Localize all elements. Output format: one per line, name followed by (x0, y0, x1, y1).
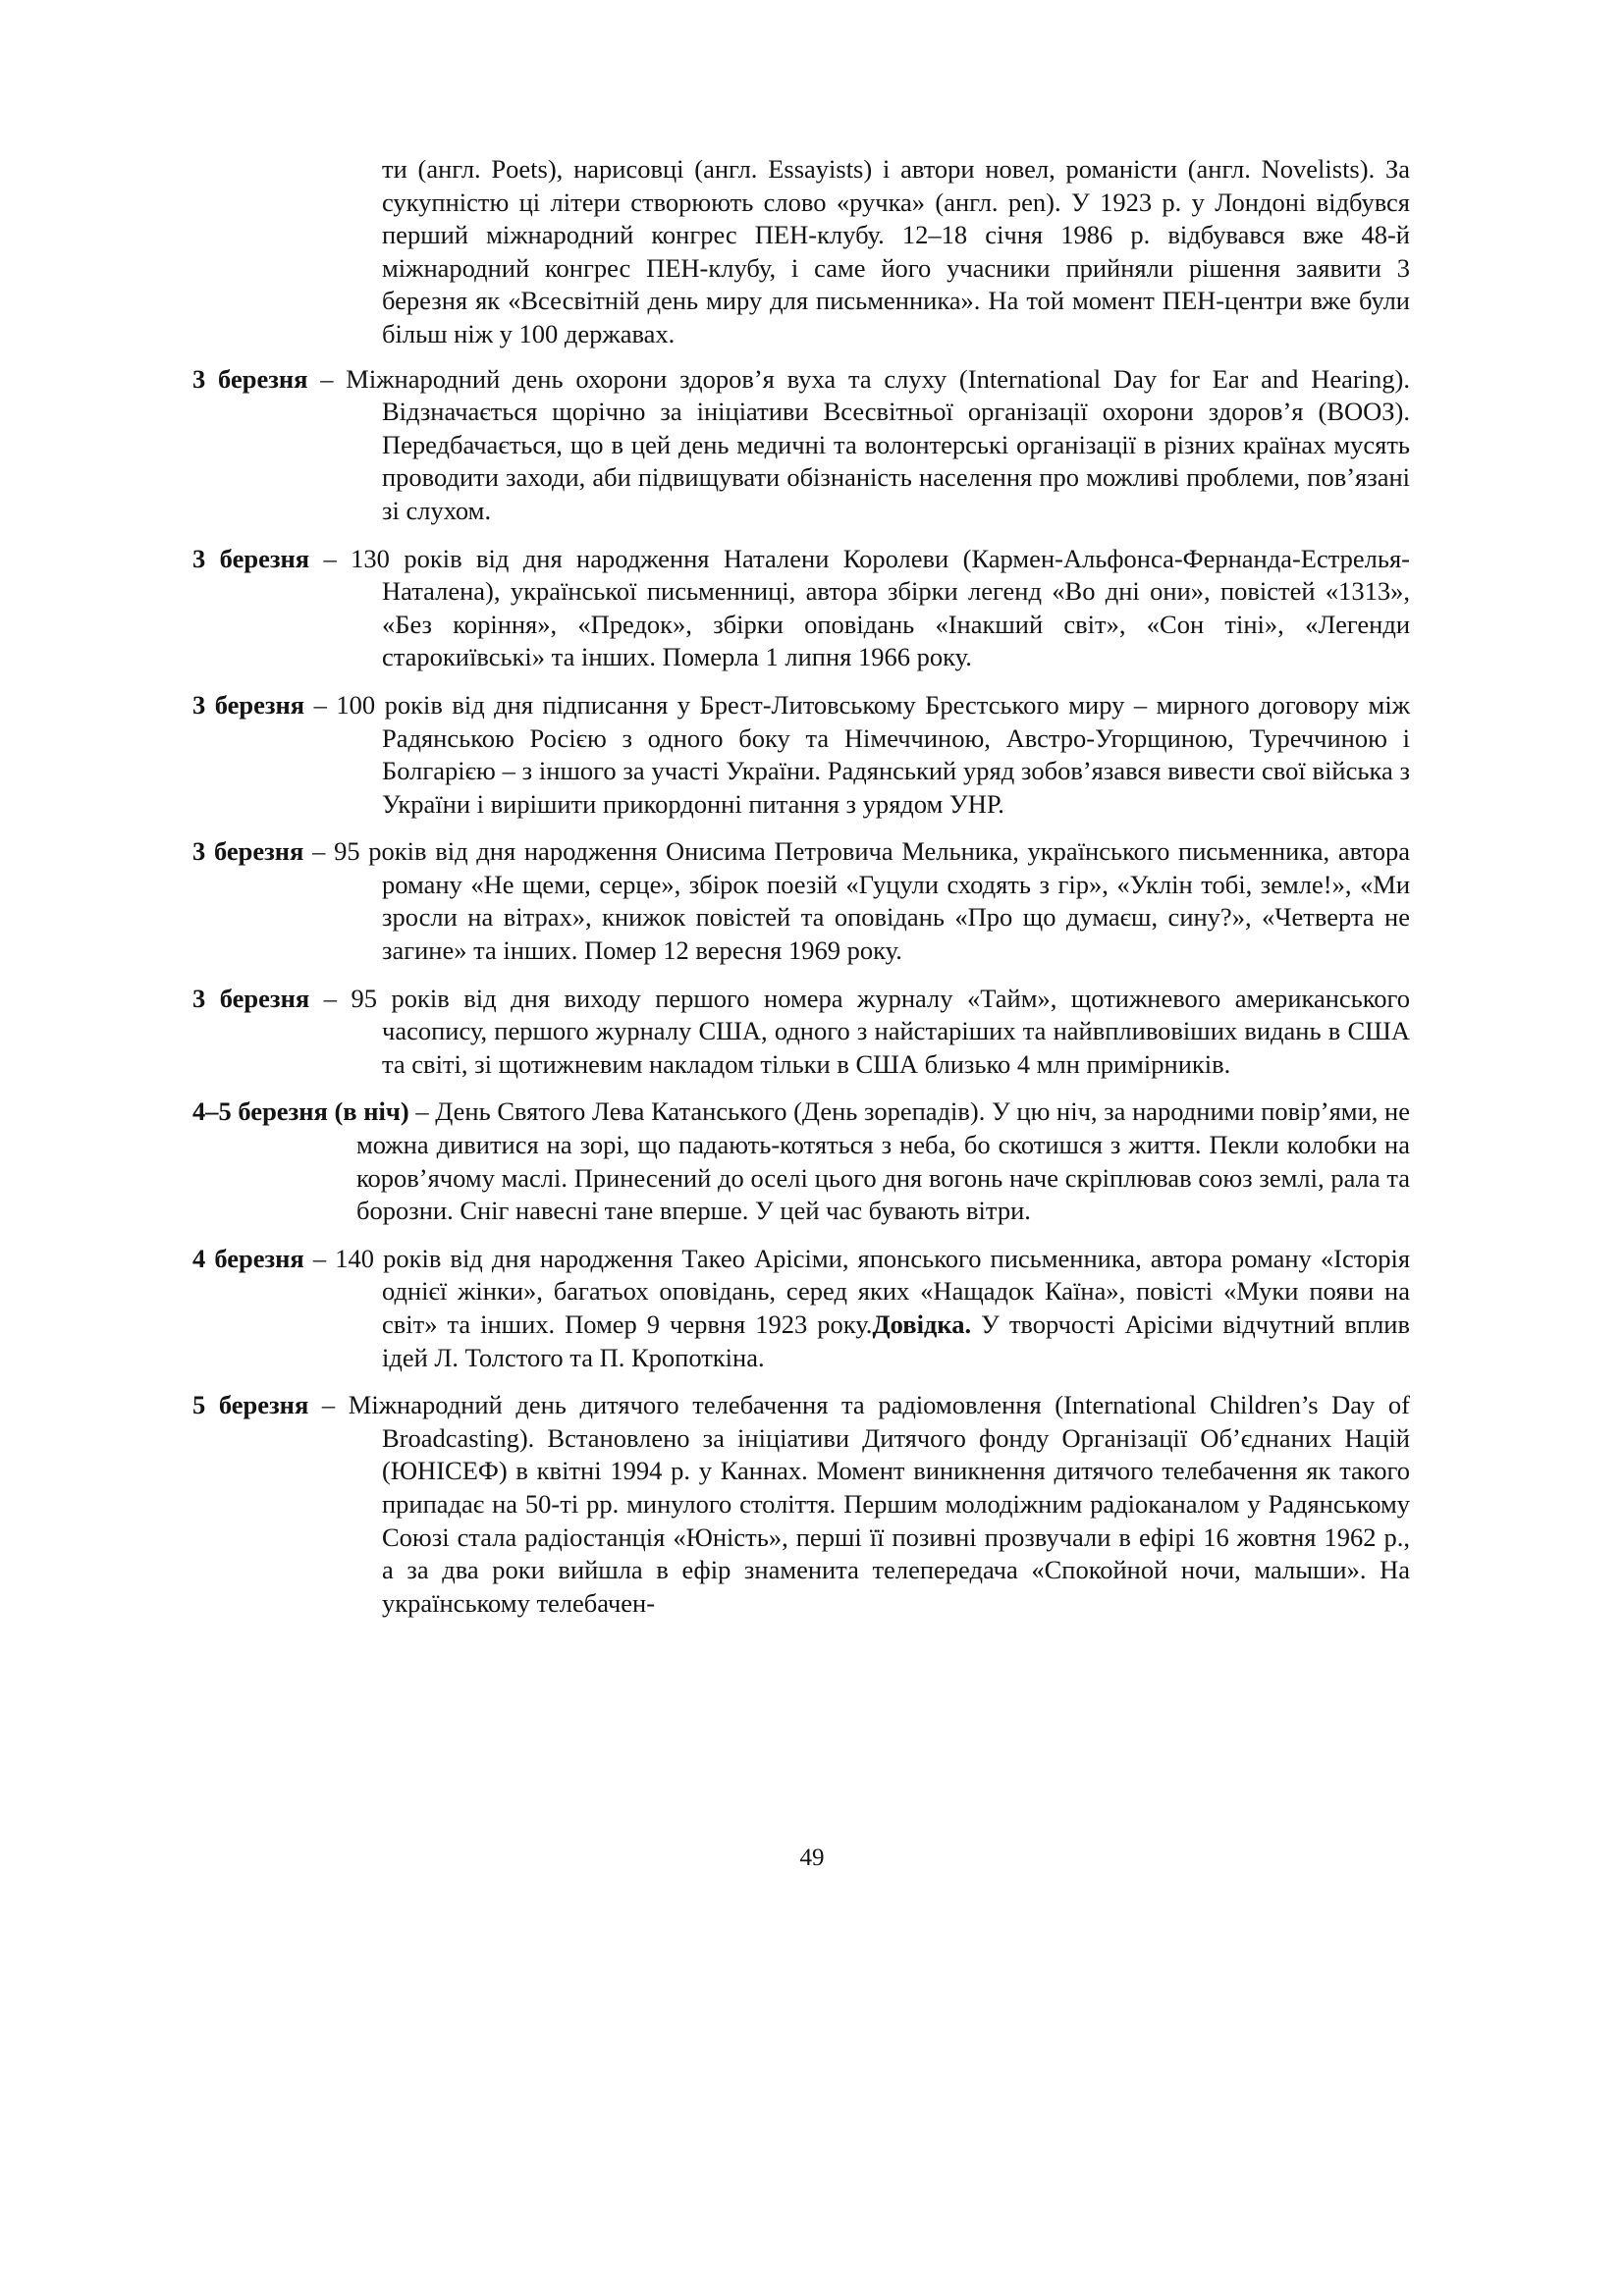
entry-text: – 95 років від дня виходу першого номера журналу «Тайм», щотижневого американського часопису, першого журналу США, одного з найстаріших та найвпливовіших видань в США та світі, зі щотижневим накладом тільки в США близько 4 млн примірників. (309, 983, 1411, 1079)
entry-text: – 140 років від дня народження Такео Арісіми, японського письменника, автора роману «Історія однієї жінки», багатьох оповідань, серед яких «Нащадок Каїна», повісті «Муки появи на світ» та інших. Помер 9 червня 1923 року. (303, 1243, 1411, 1339)
entry-paragraph (192, 689, 1410, 821)
continuation-paragraph: ти (англ. Poets), нарисовці (англ. Essayists) і автори новел, романісти (англ. Novelists). За сукупністю ці літери створюють слово «ручка» (англ. pen). У 1923 р. у Лондоні відбувся перший міжнародний конгрес ПЕН-клубу. 12–18 січня 1986 р. відбувався вже 48-й міжнародний конгрес ПЕН-клубу, і саме його учасники прийняли рішення заявити 3 березня як «Всесвітній день миру для письменника». На той момент ПЕН-центри вже були більш ніж у 100 державах. (382, 154, 1410, 348)
entry-date: 3 березня (192, 363, 308, 394)
entry-date: 3 березня (192, 836, 304, 867)
entry-text: – 95 років від дня народження Онисима Петровича Мельника, українського письменника, автора роману «Не щеми, серце», збірок поезій «Гуцули сходять з гір», «Уклін тобі, земле!», «Ми зросли на вітрах», книжок повістей та оповідань «Про що думаєш, сину?», «Четверта не загине» та інших. Помер 12 вересня 1969 року. (303, 836, 1411, 966)
reference-label: Довідка. (872, 1309, 972, 1339)
entry-text: – Міжнародний день охорони здоров’я вуха та слуху (International Day for Ear and Hearing). Відзначається щорічно за ініціативи Всесвітньої організації охорони здоров’я (ВООЗ). Передбачається, що в цей день медичні та волонтерські організації в різних країнах мусять проводити заходи, аби підвищувати обізнаність населення про можливі проблеми, пов’язані зі слухом. (307, 363, 1410, 525)
entry-paragraph (192, 835, 1410, 967)
page-content (192, 153, 1410, 1634)
entry-date: 3 березня (192, 689, 305, 720)
entry-text: – Міжнародний день дитячого телебачення та радіомовлення (International Children’s Day of Broadcasting). Встановлено за ініціативи Дитячого фонду Організації Об’єднаних Націй (ЮНІСЕФ) в квітні 1994 р. у Каннах. Момент виникнення дитячого телебачення як такого припадає на 50-ті рр. минулого століття. Першим молодіжним радіоканалом у Радянському Союзі стала радіостанція «Юність», перші її позивні прозвучали в ефірі 16 жовтня 1962 р., а за два роки вийшла в ефір знаменита телепередача «Спокойной ночи, малыши». На українському телебачен- (308, 1390, 1410, 1618)
entry-date: 4 березня (192, 1243, 304, 1273)
entry-paragraph (192, 1243, 1410, 1374)
entry-date: 3 березня (192, 543, 310, 573)
entry-paragraph (192, 983, 1410, 1082)
entry-text: – День Святого Лева Катанського (День зорепадів). У цю ніч, за народними повір’ями, не можна дивитися на зорі, що падають-котяться з неба, бо скотишся з життя. Пекли колобки на коров’ячому маслі. Принесений до оселі цього дня вогонь наче скріплював союз землі, рала та борозни. Сніг навесні тане вперше. У цей час бувають вітри. (356, 1096, 1410, 1226)
entry-date: 3 березня (192, 983, 310, 1013)
entry-paragraph (192, 363, 1410, 528)
page-number: 49 (799, 1844, 825, 1871)
entry-date: 5 березня (192, 1390, 309, 1420)
reference-text: У творчості Арісіми відчутний вплив ідей Л. Толстого та П. Кропоткіна. (382, 1309, 1410, 1372)
entry-paragraph (192, 1389, 1410, 1620)
entry-date: 4–5 березня (в ніч) (192, 1096, 409, 1127)
entry-text: – 130 років від дня народження Наталени Королеви (Кармен-Альфонса-Фернанда-Естрелья-Наталена), української письменниці, автора збірки легенд «Во дні они», повістей «1313», «Без коріння», «Предок», збірки оповідань «Інакший світ», «Сон тіні», «Легенди старокиївські» та інших. Померла 1 липня 1966 року. (309, 543, 1410, 672)
entry-paragraph (192, 543, 1410, 674)
entry-text: – 100 років від дня підписання у Брест-Литовському Брестського миру – мирного договору між Радянською Росією з одного боку та Німеччиною, Австро-Угорщиною, Туреччиною і Болгарією – з іншого за участі України. Радянський уряд зобов’язався вивести свої війська з України і вирішити прикордонні питання з урядом УНР. (304, 689, 1410, 819)
entry-paragraph (192, 1095, 1410, 1227)
